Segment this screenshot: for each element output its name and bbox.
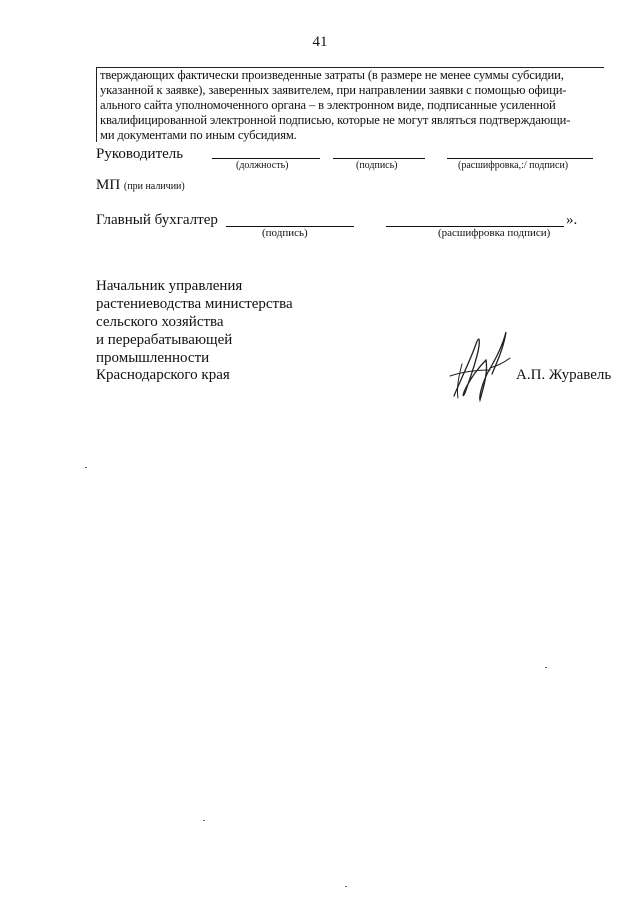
boxed-text-line: тверждающих фактически произведенные затраты (в размере не менее суммы субсидии, bbox=[100, 68, 564, 82]
scan-speck bbox=[85, 467, 87, 468]
boxed-text-line: ального сайта уполномоченного органа – в электронном виде, подписанные усиленной bbox=[100, 98, 556, 112]
scan-speck bbox=[203, 820, 205, 821]
chief-title-line: промышленности bbox=[96, 350, 210, 366]
head-signature-caption: (подпись) bbox=[356, 160, 398, 171]
accountant-closing-quote: ». bbox=[566, 212, 578, 228]
chief-title-line: сельского хозяйства bbox=[96, 314, 224, 330]
chief-title-line: и перерабатывающей bbox=[96, 332, 233, 348]
handwritten-signature bbox=[440, 326, 520, 404]
chief-name: А.П. Журавель bbox=[516, 367, 612, 383]
chief-title-line: Краснодарского края bbox=[96, 367, 230, 383]
head-decryption-caption: (расшифровка,:/ подписи) bbox=[458, 160, 569, 171]
stamp-note: (при наличии) bbox=[123, 181, 185, 192]
head-position-caption: (должность) bbox=[236, 160, 289, 171]
head-label: Руководитель bbox=[96, 146, 184, 162]
chief-title-line: Начальник управления bbox=[96, 278, 243, 294]
boxed-text-line: указанной к заявке), заверенных заявителем, при направлении заявки с помощью офици- bbox=[100, 83, 567, 97]
head-position-line bbox=[212, 158, 320, 159]
accountant-label: Главный бухгалтер bbox=[96, 212, 218, 228]
accountant-decryption-caption: (расшифровка подписи) bbox=[438, 227, 551, 239]
chief-title-line: растениеводства министерства bbox=[96, 296, 293, 312]
head-decryption-line bbox=[447, 158, 593, 159]
page-number: 41 bbox=[312, 34, 328, 50]
scan-speck bbox=[345, 886, 347, 887]
stamp-mp: МП bbox=[96, 177, 121, 193]
boxed-text-line: квалифицированной электронной подписью, которые не могут являться подтверждающи- bbox=[100, 113, 571, 127]
head-signature-line bbox=[333, 158, 425, 159]
scan-speck bbox=[545, 667, 547, 668]
boxed-text-line: ми документами по иным субсидиям. bbox=[100, 128, 297, 142]
accountant-signature-caption: (подпись) bbox=[262, 227, 308, 239]
stamp-label bbox=[96, 177, 185, 194]
